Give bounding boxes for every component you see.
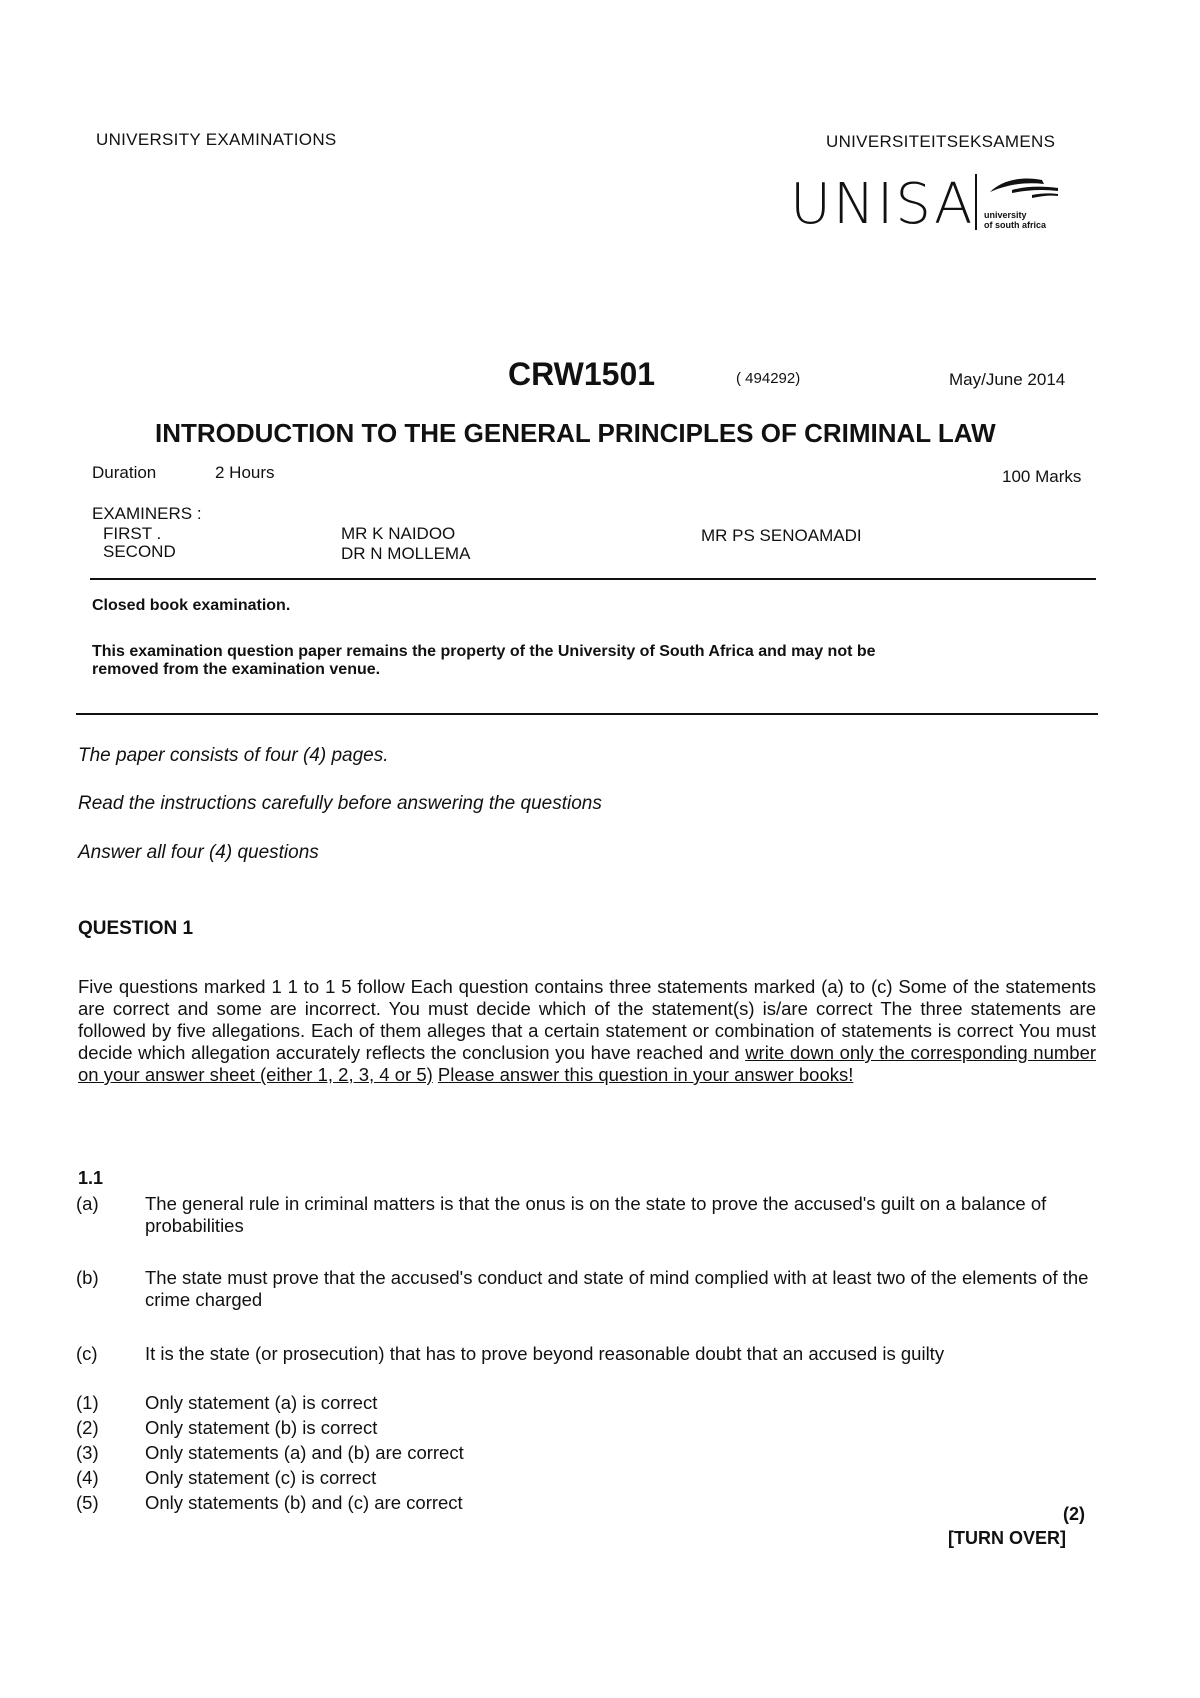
option-3 [76, 1442, 464, 1464]
statement-b-text: The state must prove that the accused's conduct and state of mind complied with at least two of the elements of the crime charged [145, 1267, 1089, 1310]
option-text: Only statements (b) and (c) are correct [145, 1492, 463, 1513]
statement-b-label: (b) [76, 1267, 99, 1288]
option-text: Only statement (c) is correct [145, 1467, 377, 1488]
option-text: Only statement (a) is correct [145, 1392, 378, 1413]
option-label: (1) [76, 1392, 99, 1413]
closed-book-notice: Closed book examination. [92, 597, 291, 614]
instruction-3: Answer all four (4) questions [78, 842, 319, 863]
examiner-extra-name: MR PS SENOAMADI [701, 526, 862, 545]
option-label: (3) [76, 1442, 99, 1463]
option-label: (4) [76, 1467, 99, 1488]
divider-2 [76, 713, 1098, 715]
instruction-1: The paper consists of four (4) pages. [78, 745, 389, 766]
statement-a-text: The general rule in criminal matters is that the onus is on the state to prove the accused's guilt on a balance of probabilities [145, 1193, 1047, 1236]
question-marks: (2) [1063, 1504, 1085, 1524]
question-1-heading: QUESTION 1 [78, 918, 194, 939]
statement-c-label: (c) [76, 1343, 98, 1364]
statement-a-label: (a) [76, 1193, 99, 1214]
total-marks: 100 Marks [1002, 467, 1082, 486]
statement-c-text: It is the state (or prosecution) that has to prove beyond reasonable doubt that an accused is guilty [145, 1343, 945, 1364]
examiner-second-label: SECOND [103, 542, 176, 561]
question-1-intro [78, 976, 1096, 1086]
intro-text: Five questions marked 1 1 to 1 5 follow Each question contains three statements marked (a) to (c) Some of the statements are correct and some are incorrect. You must decide which of the statement(s) is/are correct The three statements are followed by five allegations. Each of them alleges that a certain statement or combination of statements is correct You must decide which allegation accurately reflects the conclusion you have reached and [78, 976, 1096, 1063]
logo-divider [975, 174, 977, 230]
examiner-second-name: DR N MOLLEMA [341, 544, 471, 563]
option-5 [76, 1492, 463, 1514]
turn-over: [TURN OVER] [948, 1528, 1066, 1548]
option-text: Only statement (b) is correct [145, 1417, 378, 1438]
option-1 [76, 1392, 377, 1414]
instruction-2: Read the instructions carefully before answering the questions [78, 793, 602, 814]
examiners-heading: EXAMINERS : [92, 504, 202, 523]
intro-underlined: write down only the corresponding number on your answer sheet (either 1, 2, 3, 4 or 5) [78, 1042, 1097, 1085]
course-code: CRW1501 [508, 356, 656, 392]
property-notice-line1: This examination question paper remains the property of the University of South Africa and may not be [92, 643, 876, 660]
option-text: Only statements (a) and (b) are correct [145, 1442, 464, 1463]
examiner-first-name: MR K NAIDOO [341, 524, 456, 543]
exam-session: May/June 2014 [949, 370, 1066, 389]
sub-question-number: 1.1 [78, 1168, 104, 1188]
logo-line1: university [984, 210, 1027, 220]
logo-line2: of south africa [984, 220, 1047, 230]
divider-1 [90, 578, 1096, 580]
logo-wave-icon [982, 174, 1062, 204]
logo-word: UNISA [790, 172, 975, 237]
option-label: (2) [76, 1417, 99, 1438]
option-4 [76, 1467, 376, 1489]
option-2 [76, 1417, 377, 1439]
intro-underlined-2: Please answer this question in your answer books! [437, 1064, 854, 1085]
option-label: (5) [76, 1492, 99, 1513]
duration-value: 2 Hours [215, 463, 275, 482]
examiner-first-label: FIRST . [103, 524, 162, 543]
exam-title: INTRODUCTION TO THE GENERAL PRINCIPLES OF CRIMINAL LAW [155, 418, 996, 448]
exam-number: ( 494292) [736, 370, 801, 387]
header-left: UNIVERSITY EXAMINATIONS [96, 130, 337, 149]
property-notice-line2: removed from the examination venue. [92, 661, 381, 678]
header-right: UNIVERSITEITSEKSAMENS [826, 132, 1056, 151]
duration-label: Duration [92, 463, 157, 482]
